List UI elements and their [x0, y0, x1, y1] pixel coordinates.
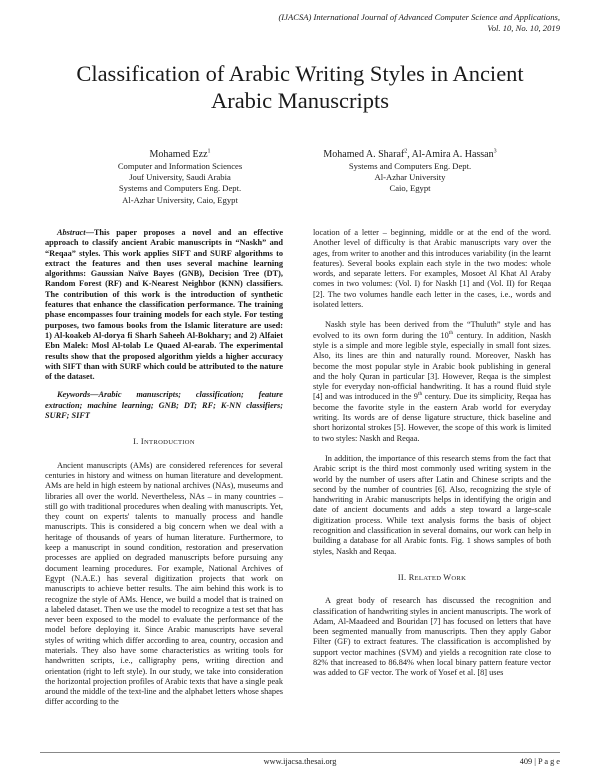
page-footer — [40, 752, 560, 768]
related-work-paragraph: A great body of research has discussed the recognition and classification of handwriting styles in ancient manuscripts. The work of Adam, Al-Maadeed and Bouridan [7] has focused on letters that have been segmented manually from manuscripts. Then they apply Gabor Filter (GF) to extract features. The classification is accomplished by support vector machines (SVM) and yields a recognition rate close to 82% that increased to 86.84% when local binary pattern feature vector was added to GF vector. The work of Yosef et al. [8] uses — [313, 596, 551, 678]
section-heading-related-work: II. RELATED WORK — [397, 572, 467, 582]
paper-title-line1: Classification of Arabic Writing Styles in Ancient — [76, 61, 524, 86]
author-affiliation: Al-Azhar University — [374, 172, 446, 183]
author-affiliation: Jouf University, Saudi Arabia — [129, 172, 231, 183]
author-name: Mohamed Ezz$^1$ — [149, 148, 211, 160]
paper-title-line2: Arabic Manuscripts — [210, 88, 390, 113]
author-affiliation: Systems and Computers Eng. Dept. — [118, 183, 242, 194]
page-number: 409 | P a g e — [519, 757, 560, 766]
author-affiliation: Al-Azhar University, Caio, Egypt — [122, 194, 238, 205]
abstract: Abstract—This paper proposes a novel and an effective approach to classify ancient Arabic manuscripts in “Naskh” and “Reqaa” styles. This work applies SIFT and SURF algorithms to extract the features and then uses several machine learning algorithms: Gaussian Naïve Bayes (GNB), Decision Tree (DT), Random Forest (RF) and K-Nearest Neighbor (KNN) classifiers. The contribution of this work is the introduction of synthetic features that enhance the classification performance. The training phase encompasses four training models for each style. For testing purposes, two famous books from the Islamic literature are used: 1) Al-koakeb Al-dorya fi Sharh Saheeh Al-Bokhary; and 2) Alfaiet Ebn Malek: Mosl Al-tolab Le Quaed Al-earab. The experimental results show that the proposed algorithm yields a higher accuracy with SIFT than with SURF which could be attributed to the nature of the dataset. — [45, 228, 283, 382]
paper-title — [40, 60, 560, 114]
journal-url[interactable]: www.ijacsa.thesai.org — [263, 757, 337, 766]
introduction-paragraph: Ancient manuscripts (AMs) are considered references for several centuries in history and witness on human literature and development. AMs are held in high esteem by national archives (NAs), museums and libraries all over the world. Nevertheless, NAs – in many countries – still go with traditional procedures when dealing with manuscripts. Yet, they count on experts' talents to manually process and handle manuscripts. This is considered a big concern when we deal with a heritage of thousands of years of human literature. Furthermore, to keep a manuscript in sound condition, restoration and preservation processes are applied on degraded manuscripts before pursuing any document learning procedures. For example, National Archives of Egypt (N.A.E.) has several digitization projects that work on manuscripts to achieve better results. The aim behind this work is to recognize the style of AMs. Hence, we build a model that is trained on a labeled dataset. Then we use the model to recognize a test set that has never been exposed to the model to evaluate the performance of the model before deploying it. Since Arabic manuscripts have several styles of writing which differ according to area, country, occasion and materials. They also have some characteristics as writing tools for handwritten scripts, i.e., calligraphy pens, writing direction and orientation (right to left style). In our study, we take into consideration the horizontal projection profiles of Arabic texts that have a single peak around the middle of the text-line and the alphabet letters whose shapes differ according to the — [45, 460, 283, 707]
section-heading-introduction: I. INTRODUCTION — [133, 437, 195, 447]
right-column — [313, 228, 551, 679]
journal-header — [278, 12, 560, 34]
author-names: Mohamed A. Sharaf$^2$, Al-Amira A. Hassan$^3$ — [323, 148, 497, 160]
author-block-2 — [290, 148, 530, 195]
body-paragraph: location of a letter – beginning, middle or at the end of the word. Another level of difficulty is that Arabic manuscripts vary over the ages, from writer to another and this introduces variability (in the learnt features). Several books explain each style in the two modes: whole words, and separate letters. For examples, Mosoet Al Khat Al Araby comes in two volumes: (Vol. I) for Naskh [1] and (Vol. II) for Reqaa [2]. The two volumes handle each letter in the cases, i.e., words and isolated letters. — [313, 228, 551, 310]
left-column — [45, 228, 283, 708]
journal-name: (IJACSA) International Journal of Advanced Computer Science and Applications, — [278, 12, 560, 22]
keywords: Keywords—Arabic manuscripts; classification; feature extraction; machine learning; GNB; DT; RF; K-NN classifiers; SURF; SIFT — [45, 390, 283, 421]
author-affiliation: Systems and Computers Eng. Dept. — [348, 161, 472, 171]
author-affiliation: Caio, Egypt — [389, 183, 431, 194]
author-affiliation: Computer and Information Sciences — [117, 161, 243, 171]
journal-volume: Vol. 10, No. 10, 2019 — [487, 23, 560, 33]
body-paragraph: In addition, the importance of this research stems from the fact that Arabic script is the third most commonly used writing system in the world by the number of users after Latin and Chinese scripts and the second by the number of countries [6]. Also, recognizing the style of handwriting in Arabic manuscripts helps in identifying the origin and date of ancient documents and adds a step toward a large-scale digitization process. While text analysis forms the basis of object recognition and classification in several domains, our work can help in building a database for all Arabic fonts. Fig. 1 shows samples of both styles, Naskh and Reqaa. — [313, 453, 551, 556]
author-block-1 — [80, 148, 280, 206]
body-paragraph: Naskh style has been derived from the “Thuluth” style and has evolved to its own form during the 10th century. In addition, Naskh style is a simple and more legible style, especially in small font sizes. Also, its lines are thin and naturally round. Moreover, Naskh has become the most popular style in Arabic book publishing in general and the holy Quran in particular [3]. However, Reqaa is the simplest style for everyday non-official handwriting. It has a round fluid style [4] and was introduced in the 9th century. Due its simplicity, Reqaa has become the favorite style in the eastern Arab world for everyday writing. Its words are of dense ligature structure, thick baseline and short horizontal strokes [5]. However, the scope of this work is limited to two styles: Naskh and Reqaa. — [313, 320, 551, 443]
